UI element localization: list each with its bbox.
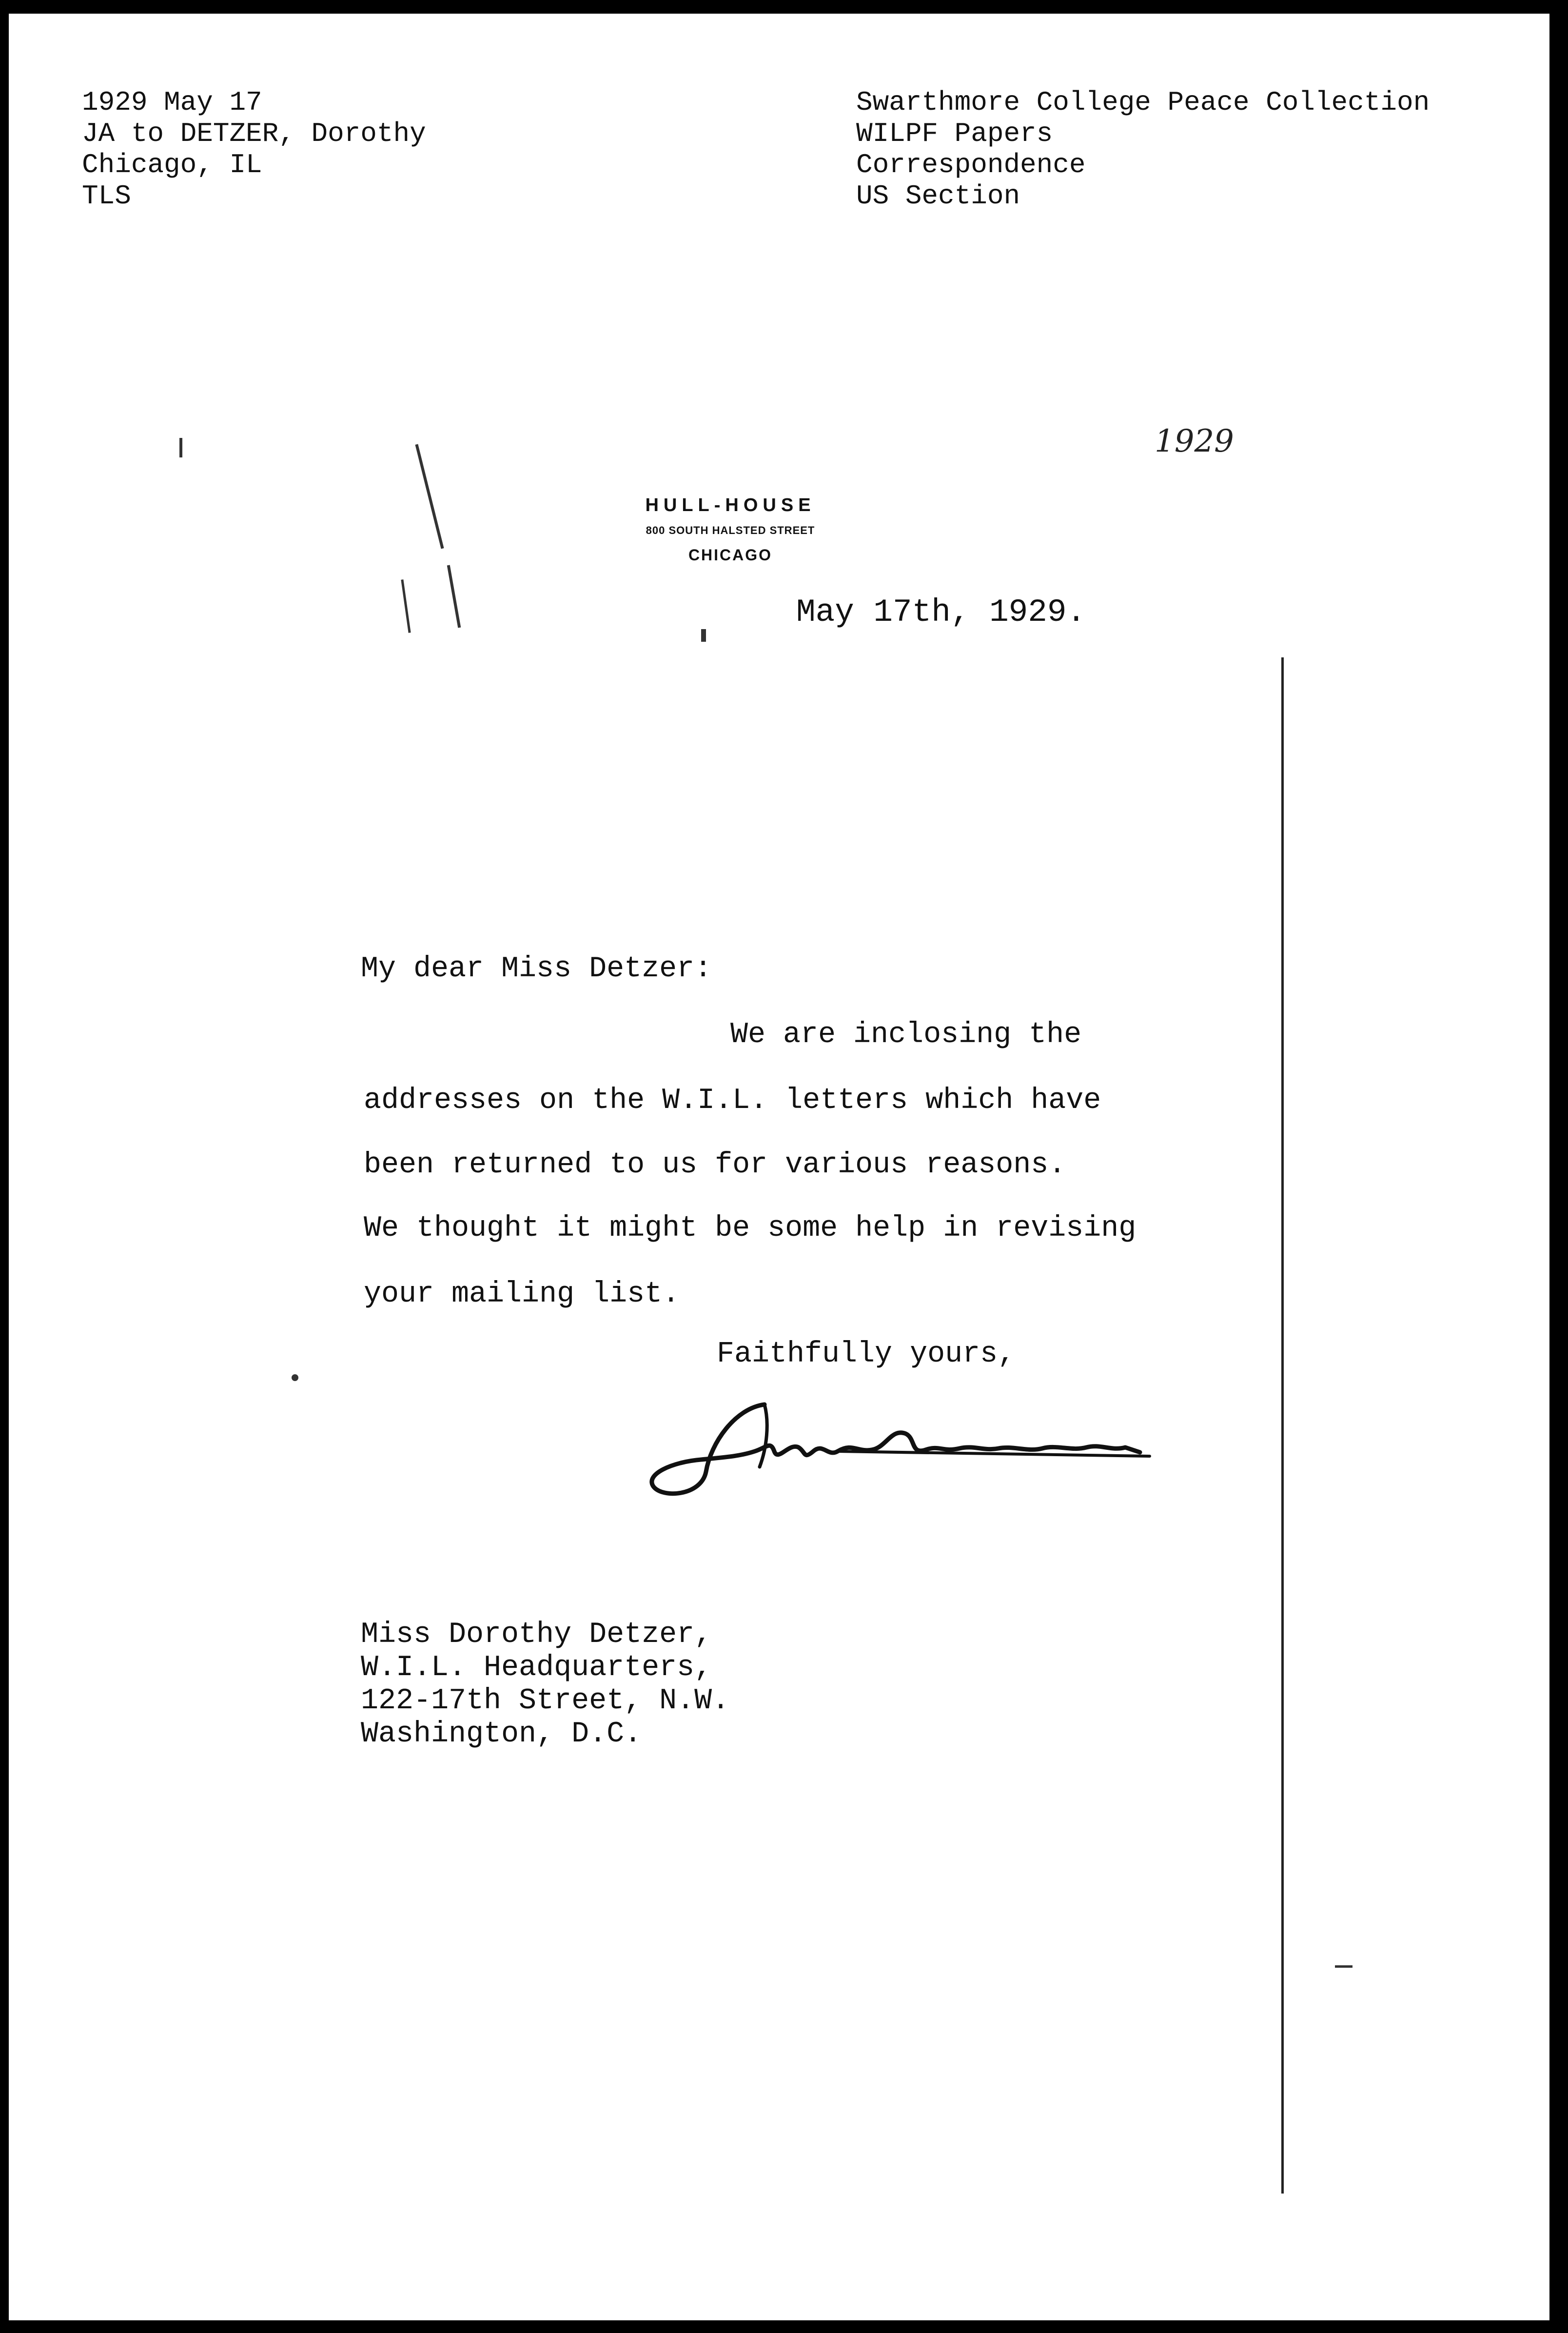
catalog-place: Chicago, IL (82, 149, 262, 180)
document-page (9, 14, 1549, 2320)
recipient-address (361, 1618, 729, 1751)
letterhead-street: 800 SOUTH HALSTED STREET (646, 524, 815, 536)
collection-name: Swarthmore College Peace Collection (856, 87, 1430, 118)
binding-mark (701, 629, 706, 642)
binding-mark (447, 565, 461, 628)
section-name: US Section (856, 180, 1020, 212)
pencil-annotation: 1929 (1155, 423, 1234, 459)
papers-name: WILPF Papers (856, 118, 1053, 149)
letterhead-city: CHICAGO (688, 546, 773, 564)
body-line: We are inclosing the (730, 1018, 1082, 1051)
salutation: My dear Miss Detzer: (361, 952, 712, 986)
recipient-street: 122-17th Street, N.W. (361, 1684, 730, 1718)
letterhead-name: HULL-HOUSE (645, 495, 816, 515)
binding-mark (1335, 1965, 1352, 1968)
body-line: We thought it might be some help in revising (364, 1212, 1137, 1245)
catalog-info-right (856, 87, 1430, 212)
letter-date: May 17th, 1929. (796, 594, 1086, 631)
binding-mark (292, 1374, 298, 1381)
catalog-correspondents: JA to DETZER, Dorothy (82, 118, 426, 149)
letterhead (584, 492, 877, 568)
body-line: addresses on the W.I.L. letters which have (364, 1084, 1101, 1117)
signature-graphic (643, 1394, 1169, 1506)
catalog-date: 1929 May 17 (82, 87, 262, 118)
binding-mark (415, 444, 444, 549)
body-line: your mailing list. (364, 1278, 680, 1311)
series-name: Correspondence (856, 149, 1086, 180)
signature (643, 1394, 1169, 1508)
binding-mark (179, 438, 182, 457)
right-margin-rule (1281, 657, 1284, 2194)
recipient-org: W.I.L. Headquarters, (361, 1651, 712, 1684)
body-line: been returned to us for various reasons. (364, 1148, 1066, 1182)
recipient-name: Miss Dorothy Detzer, (361, 1618, 712, 1651)
binding-mark (401, 579, 411, 633)
catalog-info-left (82, 87, 426, 212)
closing: Faithfully yours, (717, 1338, 1016, 1371)
catalog-type: TLS (82, 180, 131, 212)
recipient-city: Washington, D.C. (361, 1718, 642, 1751)
